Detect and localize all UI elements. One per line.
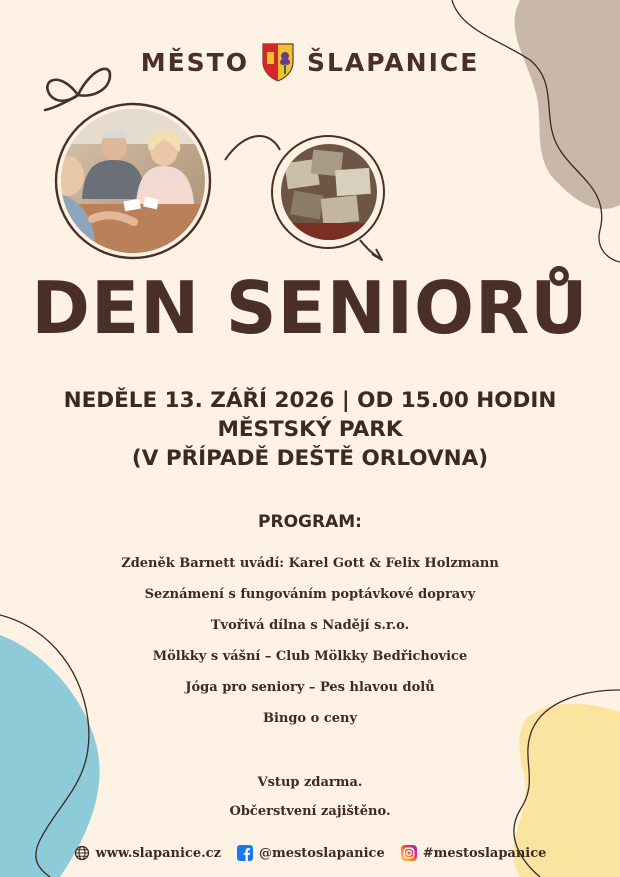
- event-place-line: MĚSTSKÝ PARK: [217, 417, 403, 442]
- program-item: Tvořivá dílna s Nadějí s.r.o.: [210, 618, 410, 633]
- footer-contacts: [0, 841, 620, 865]
- program-item: Mölkky s vášní – Club Mölkky Bedřichovice: [152, 649, 468, 664]
- facebook-icon: [237, 845, 253, 861]
- program-item: Jóga pro seniory – Pes hlavou dolů: [185, 680, 435, 695]
- seniors-playing-cards-photo: [52, 104, 217, 259]
- old-photographs-photo: [278, 141, 380, 243]
- program-item: Seznámení s fungováním poptávkové dopravy: [144, 587, 476, 602]
- event-date-line: NEDĚLE 13. ZÁŘÍ 2026 | OD 15.00 HODIN: [63, 388, 557, 413]
- brand-header: [0, 40, 620, 84]
- connector-line: [225, 136, 280, 160]
- website-text: www.slapanice.cz: [95, 845, 221, 861]
- arrow-head: [372, 249, 382, 260]
- website-link[interactable]: [74, 845, 221, 861]
- taupe-blob: [515, 0, 620, 209]
- program-item: Zdeněk Barnett uvádí: Karel Gott & Felix Holzmann: [121, 556, 499, 571]
- program-heading: PROGRAM:: [258, 512, 362, 532]
- brand-left-word: MĚSTO: [140, 47, 249, 77]
- instagram-link[interactable]: [401, 845, 547, 861]
- facebook-link[interactable]: [237, 845, 385, 861]
- instagram-icon: [401, 845, 417, 861]
- event-rain-line: (V PŘÍPADĚ DEŠTĚ ORLOVNA): [131, 446, 489, 471]
- entry-note: Vstup zdarma.: [257, 775, 363, 790]
- instagram-text: #mestoslapanice: [422, 845, 547, 861]
- coat-of-arms-icon: [261, 42, 295, 82]
- brand-right-word: ŠLAPANICE: [306, 47, 480, 77]
- facebook-text: @mestoslapanice: [258, 845, 385, 861]
- refreshments-note: Občerstvení zajištěno.: [229, 804, 391, 819]
- globe-icon: [74, 845, 90, 861]
- event-title: DEN SENIORŮ: [31, 266, 589, 350]
- program-list: [0, 553, 620, 739]
- program-item: Bingo o ceny: [262, 711, 358, 726]
- event-details: [0, 386, 620, 473]
- closing-notes: [0, 768, 620, 826]
